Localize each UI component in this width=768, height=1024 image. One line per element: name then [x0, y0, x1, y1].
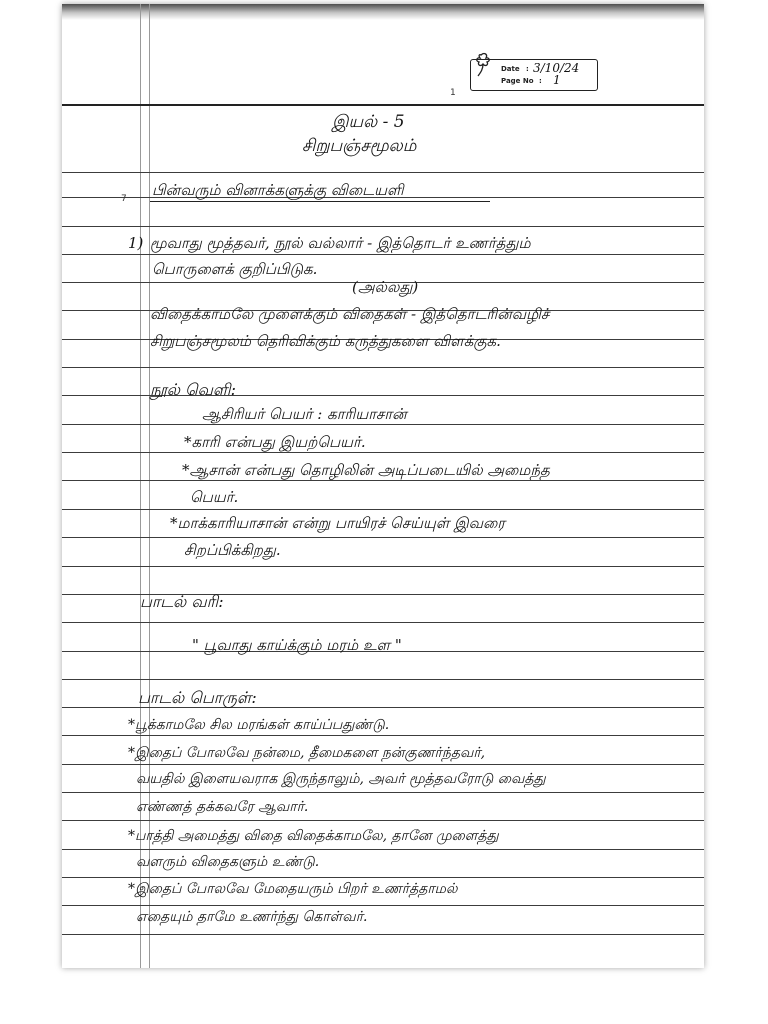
intro-line: *மாக்காரியாசான் என்று பாயிரச் செய்யுள் இவரை: [170, 514, 506, 532]
ruled-line: [62, 226, 704, 227]
margin-line: [149, 4, 150, 968]
ruled-line: [62, 679, 704, 680]
heading-underline: [150, 201, 490, 202]
question-heading: பின்வரும் வினாக்களுக்கு விடையளி: [152, 181, 404, 199]
flower-logo-icon: [473, 52, 495, 78]
meaning-line: *இதைப் போலவே மேதையரும் பிறர் உணர்த்தாமல்: [128, 881, 458, 897]
meaning-line: வயதில் இளையவராக இருந்தாலும், அவர் மூத்தவரோடு வைத்து: [136, 771, 546, 787]
ruled-line: [62, 820, 704, 821]
section-heading: பாடல் வரி:: [140, 592, 224, 611]
question-line: மூவாது மூத்தவர், நூல் வல்லார் - இத்தொடர் உணர்த்தும்: [150, 234, 531, 252]
ruled-line: [62, 172, 704, 173]
page-no-value: 1: [553, 73, 561, 87]
section-heading: நூல் வெளி:: [150, 380, 237, 399]
ruled-line: [62, 934, 704, 935]
margin-line: [140, 4, 141, 968]
ruled-line: [62, 764, 704, 765]
ruled-line: [62, 792, 704, 793]
ruled-line: [62, 905, 704, 906]
ruled-line: [62, 735, 704, 736]
ruled-line: [62, 622, 704, 623]
meaning-line: *இதைப் போலவே நன்மை, தீமைகளை நன்குணர்ந்தவர்,: [128, 745, 486, 761]
question-number: 1): [128, 234, 144, 252]
date-label: Date: [501, 65, 520, 73]
top-edge-shadow: [62, 4, 704, 20]
date-value: 3/10/24: [533, 61, 580, 75]
intro-line: *ஆசான் என்பது தொழிலின் அடிப்படையில் அமைந்த: [182, 461, 550, 479]
meaning-line: *பாத்தி அமைத்து விதை விதைக்காமலே, தானே முளைத்து: [128, 828, 499, 844]
meaning-line: எதையும் தாமே உணர்ந்து கொள்வர்.: [136, 909, 368, 925]
meaning-line: *பூக்காமலே சில மரங்கள் காய்ப்பதுண்டு.: [128, 717, 390, 733]
ruled-line: [62, 707, 704, 708]
notebook-page: [62, 4, 704, 968]
margin-mark: 7: [121, 194, 127, 204]
verse-line: " பூவாது காய்க்கும் மரம் உள ": [192, 636, 402, 654]
ruled-line: [62, 254, 704, 255]
ruled-line: [62, 509, 704, 510]
ruled-line: [62, 480, 704, 481]
intro-line: சிறப்பிக்கிறது.: [184, 541, 281, 559]
lesson-title: சிறுபஞ்சமூலம்: [302, 136, 417, 156]
ruled-line: [62, 877, 704, 878]
question-or: (அல்லது): [352, 278, 419, 296]
margin-mark: 1: [450, 88, 456, 98]
meaning-line: வளரும் விதைகளும் உண்டு.: [136, 854, 320, 870]
section-heading: பாடல் பொருள்:: [138, 688, 257, 707]
question-line: விதைக்காமலே முளைக்கும் விதைகள் - இத்தொடரின்வழிச்: [150, 305, 550, 323]
intro-line: ஆசிரியர் பெயர் : காரியாசான்: [202, 405, 407, 423]
date-colon: :: [526, 65, 529, 73]
question-line: சிறுபஞ்சமூலம் தெரிவிக்கும் கருத்துகளை விளக்குக.: [150, 332, 501, 350]
ruled-line: [62, 367, 704, 368]
chapter-title: இயல் - 5: [332, 112, 405, 132]
ruled-line: [62, 849, 704, 850]
intro-line: பெயர்.: [190, 488, 239, 506]
page-no-label: Page No: [501, 77, 534, 85]
date-page-stamp: [470, 59, 598, 91]
page-colon: :: [539, 77, 542, 85]
meaning-line: எண்ணத் தக்கவரே ஆவார்.: [136, 799, 309, 815]
ruled-line: [62, 537, 704, 538]
ruled-line: [62, 452, 704, 453]
ruled-line: [62, 566, 704, 567]
ruled-line: [62, 424, 704, 425]
question-line: பொருளைக் குறிப்பிடுக.: [152, 260, 318, 278]
header-rule: [62, 104, 704, 106]
intro-line: *காரி என்பது இயற்பெயர்.: [184, 433, 366, 451]
